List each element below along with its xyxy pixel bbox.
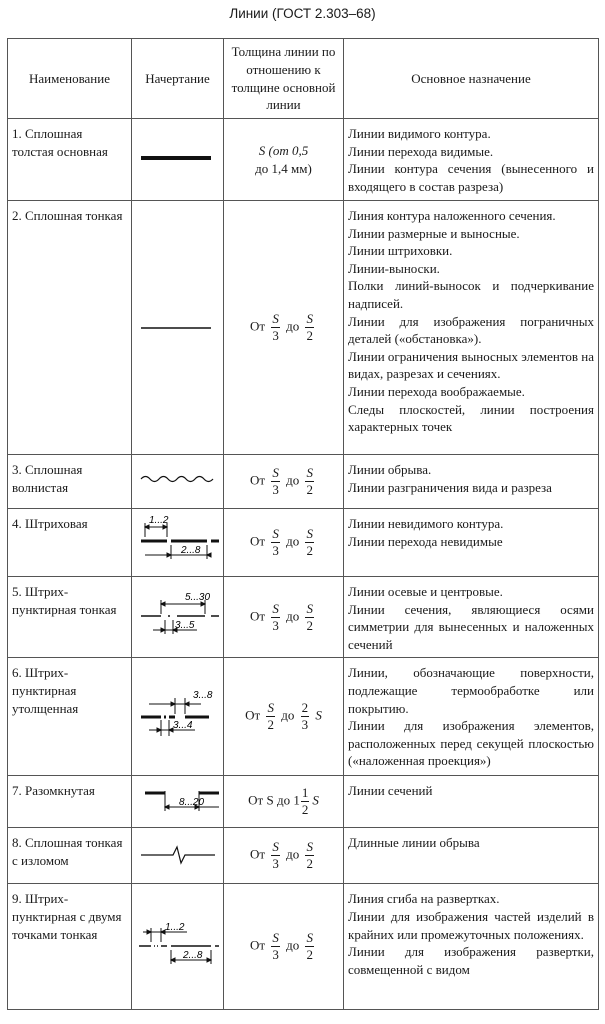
page-title: Линии (ГОСТ 2.303–68): [229, 6, 376, 21]
thickness-text: до: [286, 472, 300, 488]
purpose-cell: [344, 455, 599, 509]
purpose-item: Линии обрыва.: [348, 462, 432, 477]
dimension-label: 2...8: [180, 545, 200, 557]
thickness-text: до: [281, 707, 295, 723]
purpose-item: Линии контура сечения (вынесенного и входящего в состав разреза): [348, 161, 594, 194]
thickness-text: От: [250, 472, 266, 488]
table-row: [8, 455, 599, 509]
purpose-item: Линии ограничения выносных элементов на видах, разрезах и сечениях.: [348, 348, 594, 382]
fraction: $\frac{1}{2}$: [301, 785, 309, 818]
row-name: 7. Разомкнутая: [8, 776, 132, 828]
header-name: Наименование: [8, 39, 132, 119]
purpose-item: Линии перехода воображаемые.: [348, 383, 525, 399]
dashdot-thick-line-icon: [135, 686, 221, 744]
purpose-cell: [344, 658, 599, 776]
purpose-cell: [344, 884, 599, 1010]
table-row: [8, 776, 599, 828]
thickness-text: От: [250, 533, 266, 549]
thickness-text: S: [315, 707, 322, 723]
table-row: [8, 509, 599, 577]
purpose-cell: [344, 509, 599, 577]
thickness-cell: [224, 509, 344, 577]
line-drawing-thin: [132, 201, 224, 455]
fraction: $\frac{S}{3}$: [272, 600, 279, 633]
table-row: [8, 658, 599, 776]
thickness-text: до: [286, 608, 300, 624]
line-drawing-thick: [132, 119, 224, 201]
table-row: [8, 119, 599, 201]
dashdot-line-icon: [135, 588, 221, 642]
dashed-line-icon: [135, 513, 221, 567]
header-thickness: Толщина линии по отношению к толщине основной линии: [224, 39, 344, 119]
dimension-label: 3...8: [192, 689, 212, 701]
fraction: $\frac{S}{2}$: [306, 311, 313, 343]
purpose-item: Длинные линии обрыва: [348, 835, 480, 851]
thickness-text: От: [245, 707, 261, 723]
thickness-text: до: [286, 846, 300, 862]
fraction: $\frac{2}{3}$: [301, 700, 309, 733]
thickness-text: до: [286, 937, 300, 953]
thickness-cell: [224, 658, 344, 776]
fraction: $\frac{S}{3}$: [272, 526, 279, 558]
dash-two-dots-line-icon: [135, 918, 221, 972]
table-row: [8, 577, 599, 658]
purpose-item: Линии, обозначающие поверхности, подлежащие термообработке или покрытию.: [348, 665, 594, 716]
table-row: [8, 884, 599, 1010]
fraction: $\frac{S}{2}$: [306, 526, 313, 558]
purpose-item: Линии перехода видимые.: [348, 143, 494, 159]
purpose-item: Линии для изображения развертки, совмещенной с видом: [348, 944, 594, 977]
purpose-item: Линии для изображения пограничных деталей («обстановка»).: [348, 313, 594, 347]
row-name: 6. Штрих-пунктирная утолщенная: [8, 658, 132, 776]
purpose-cell: [344, 828, 599, 884]
purpose-cell: [344, 201, 599, 455]
purpose-item: Линии разграничения вида и разреза: [348, 479, 552, 495]
line-drawing-dash-two-dots: [132, 884, 224, 1010]
purpose-item: Линии для изображения частей изделий в крайних или промежуточных положениях.: [348, 908, 594, 942]
purpose-item: Линии осевые и центровые.: [348, 584, 503, 599]
line-drawing-open: [132, 776, 224, 828]
dimension-label: 8...20: [178, 796, 204, 808]
fraction: $\frac{S}{2}$: [306, 465, 313, 497]
purpose-cell: [344, 119, 599, 201]
thickness-text: От: [250, 318, 266, 334]
line-drawing-dashdot-thick: [132, 658, 224, 776]
thickness-text: От: [250, 608, 266, 624]
fraction: $\frac{S}{3}$: [272, 839, 279, 872]
row-name: 2. Сплошная тонкая: [8, 201, 132, 455]
thick-line-icon: [135, 152, 221, 164]
header-row: [8, 39, 599, 119]
purpose-item: Линия сгиба на развертках.: [348, 891, 500, 907]
dimension-label: 5...30: [184, 591, 210, 603]
purpose-item: Линии штриховки.: [348, 243, 453, 259]
dimension-label: 1...2: [148, 515, 168, 527]
purpose-item: Линии сечений: [348, 783, 433, 799]
purpose-item: Линии перехода невидимые: [348, 533, 503, 549]
dimension-label: 3...5: [174, 619, 194, 631]
header-drawing: Начертание: [132, 39, 224, 119]
purpose-item: Линии размерные и выносные.: [348, 225, 520, 241]
lines-table: [7, 38, 599, 1010]
fraction: $\frac{S}{3}$: [272, 465, 279, 497]
open-line-icon: [135, 783, 221, 817]
purpose-item: Линии-выноски.: [348, 260, 440, 276]
purpose-item: Линия контура наложенного сечения.: [348, 208, 556, 223]
purpose-item: Линии невидимого контура.: [348, 516, 504, 531]
purpose-cell: [344, 577, 599, 658]
wavy-line-icon: [135, 472, 221, 486]
thickness-cell: [224, 201, 344, 455]
row-name: 5. Штрих-пунктирная тонкая: [8, 577, 132, 658]
thickness-cell: [224, 455, 344, 509]
zigzag-line-icon: [135, 841, 221, 867]
line-drawing-dashed: [132, 509, 224, 577]
dimension-label: 2...8: [182, 949, 202, 961]
row-name: 9. Штрих-пунктирная с двумя точками тонкая: [8, 884, 132, 1010]
thickness-cell: [224, 577, 344, 658]
line-drawing-wavy: [132, 455, 224, 509]
fraction: $\frac{S}{3}$: [272, 311, 279, 343]
fraction: $\frac{S}{2}$: [306, 930, 313, 963]
thickness-cell: [224, 884, 344, 1010]
fraction: $\frac{S}{3}$: [272, 930, 279, 963]
thickness-text: S: [312, 792, 319, 808]
thickness-text: От: [250, 937, 266, 953]
thickness-text: От: [250, 846, 266, 862]
table-row: [8, 201, 599, 455]
dimension-label: 3...4: [172, 719, 192, 731]
thickness-cell: [224, 119, 344, 201]
purpose-item: Следы плоскостей, линии построения характерных точек: [348, 401, 594, 435]
thickness-text: до: [286, 318, 300, 334]
line-drawing-zigzag: [132, 828, 224, 884]
row-name: 3. Сплошная волнистая: [8, 455, 132, 509]
purpose-item: Линии сечения, являющиеся осями симметрии для вынесенных и наложенных сечений: [348, 601, 594, 652]
row-name: 4. Штриховая: [8, 509, 132, 577]
row-name: 1. Сплошная толстая основная: [8, 119, 132, 201]
purpose-item: Полки линий-выносок и подчеркивание надписей.: [348, 278, 594, 311]
thickness-cell: [224, 828, 344, 884]
line-drawing-dashdot: [132, 577, 224, 658]
thickness-line2: до 1,4 мм): [255, 160, 312, 176]
header-purpose: Основное назначение: [344, 39, 599, 119]
thickness-text: От S до 1: [248, 792, 300, 808]
thickness-cell: [224, 776, 344, 828]
row-name: 8. Сплошная тонкая с изломом: [8, 828, 132, 884]
dimension-label: 1...2: [164, 921, 184, 933]
fraction: $\frac{S}{2}$: [306, 600, 313, 633]
thickness-text: до: [286, 533, 300, 549]
thin-line-icon: [135, 324, 221, 332]
fraction: $\frac{S}{2}$: [306, 839, 313, 872]
purpose-item: Линии видимого контура.: [348, 126, 491, 141]
purpose-item: Линии для изображения элементов, расположенных перед секущей плоскостью («наложенная проекция»): [348, 718, 594, 769]
purpose-cell: [344, 776, 599, 828]
table-row: [8, 828, 599, 884]
fraction: $\frac{S}{2}$: [267, 700, 274, 733]
thickness-line1: S (от 0,5: [258, 142, 309, 158]
